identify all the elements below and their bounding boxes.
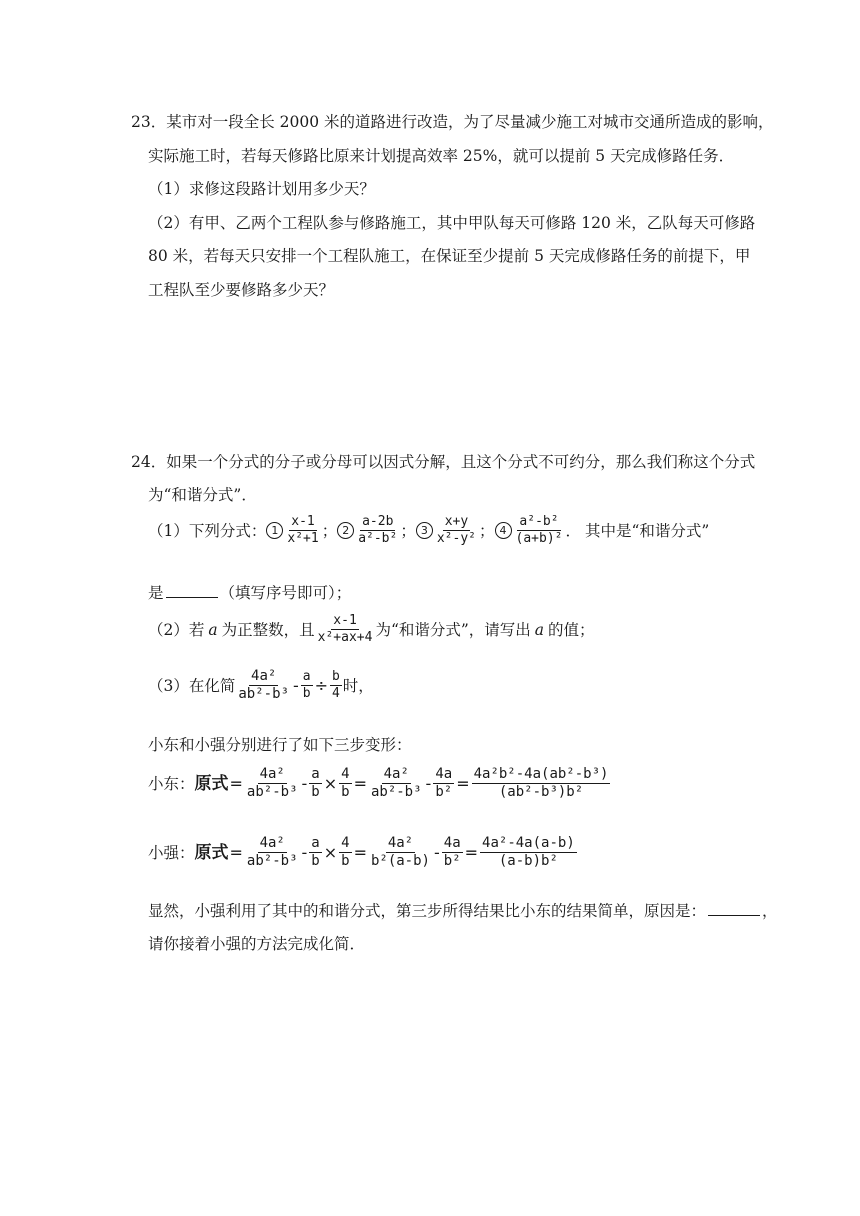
fraction: $\frac{b}{4}$ [331,669,340,701]
xiaodong-derivation [148,766,611,801]
equals-sign: = [456,773,470,793]
fraction: $\frac{x-1}{\text{x²+1}}$ [287,514,319,546]
fraction: $\frac{a}{b}$ [302,669,311,701]
p2-suffix-a: 为“和谐分式”，请写出 [375,620,531,639]
times-sign: × [323,842,338,862]
q23-part2-b: 80 米，若每天只安排一个工程队施工，在保证至少提前 5 天完成修路任务的前提下，甲 [148,247,751,265]
fraction: $\frac{\text{4a²}}{\text{ab²-b³}}$ [238,668,289,702]
fraction: $\frac{\text{4a²}}{\text{ab²-b³}}$ [370,766,422,800]
q24-intro: 小东和小强分别进行了如下三步变形： [148,736,412,754]
xiaodong-label: 小东： [148,774,195,793]
yuanshi-label: 原式 [194,773,229,794]
p2-prefix: （2）若 [148,620,205,639]
equals-sign: = [353,842,367,862]
p1-line2-suffix: （填写序号即可）； [219,584,352,602]
yuanshi-label: 原式 [194,842,229,863]
minus-sign: - [433,842,440,862]
p1-prefix: （1）下列分式： [148,521,267,540]
equals-sign: = [229,842,243,862]
q23-part2-a: （2）有甲、乙两个工程队参与修路施工，其中甲队每天可修路 120 米，乙队每天可修路 [148,214,756,232]
circled-2: 2 [337,522,354,539]
variable-a: a [534,620,545,639]
fraction: $\frac{a}{b}$ [311,835,320,869]
q23-part1: （1）求修这段路计划用多少天？ [148,180,375,198]
separator: ； [400,521,416,540]
answer-blank[interactable] [708,901,760,916]
minus-sign: - [292,675,299,695]
p1-suffix: 其中是“和谐分式” [585,521,710,540]
variable-a: a [208,620,218,639]
q24-part2 [148,613,595,646]
p3-prefix: （3）在化简 [148,676,236,695]
fraction: $\frac{\text{4a²b²-4a(ab²-b³)}}{\text{(ab²-b³)b²}}$ [473,766,609,800]
minus-sign: - [301,773,308,793]
fraction: $\frac{\text{4a²-4a(a-b)}}{\text{(a-b)b²}}$ [482,835,575,869]
equals-sign: = [464,842,479,862]
fraction: $\frac{x+y}{\text{x²-y²}}$ [436,514,476,546]
equals-sign: = [229,773,243,793]
p2-suffix-b: 的值； [548,620,595,639]
fraction: $\frac{4a}{\text{b²}}$ [443,835,461,869]
q23-line1: 23．某市对一段全长 2000 米的道路进行改造，为了尽量减少施工对城市交通所造成的影响， [131,113,774,131]
fraction: $\frac{4}{b}$ [341,835,350,869]
q24-part1-line2 [148,582,351,604]
fraction: $\frac{x-1}{\text{x²+ax+4}}$ [317,613,373,645]
p2-mid: 为正整数，且 [221,620,315,639]
separator: ； [321,521,338,540]
circled-4: 4 [495,522,512,539]
conclusion-text: 显然，小强利用了其中的和谐分式，第三步所得结果比小东的结果简单，原因是： [148,902,707,920]
q24-line1: 24．如果一个分式的分子或分母可以因式分解，且这个分式不可约分，那么我们称这个分式 [131,453,756,471]
fraction: $\frac{\text{a²-b²}}{\text{(a+b)²}}$ [515,514,563,546]
fraction: $\frac{\text{4a²}}{\text{ab²-b³}}$ [246,766,298,800]
fraction: $\frac{a-2b}{\text{a²-b²}}$ [358,514,398,546]
q24-conclusion [148,900,778,922]
fraction: $\frac{\text{4a²}}{\text{b²(a-b)}}$ [370,835,430,869]
xiaoqiang-label: 小强： [148,843,195,862]
p3-suffix: 时， [342,676,374,695]
separator: ． [565,521,581,540]
conclusion-end: ， [762,902,778,920]
q23-part2-c: 工程队至少要修路多少天？ [148,281,335,299]
fraction: $\frac{a}{b}$ [311,766,320,800]
fraction: $\frac{4a}{\text{b²}}$ [435,766,453,800]
fraction: $\frac{\text{4a²}}{\text{ab²-b³}}$ [246,835,298,869]
separator: ； [479,521,495,540]
q24-part3 [148,668,374,703]
answer-blank[interactable] [166,583,218,598]
minus-sign: - [425,773,432,793]
equals-sign: = [353,773,367,793]
xiaoqiang-derivation [148,835,578,870]
q24-line2: 为“和谐分式”． [148,486,257,504]
q24-final: 请你接着小强的方法完成化简． [148,935,366,953]
circled-1: 1 [266,522,283,539]
q23-line2: 实际施工时，若每天修路比原来计划提高效率 25%，就可以提前 5 天完成修路任务． [148,147,735,165]
minus-sign: - [301,842,308,862]
times-sign: × [323,773,338,793]
fraction: $\frac{4}{b}$ [341,766,350,800]
p1-line2-prefix: 是 [148,584,164,602]
circled-3: 3 [416,522,433,539]
q24-part1 [148,514,709,547]
divide-sign: ÷ [314,675,328,695]
